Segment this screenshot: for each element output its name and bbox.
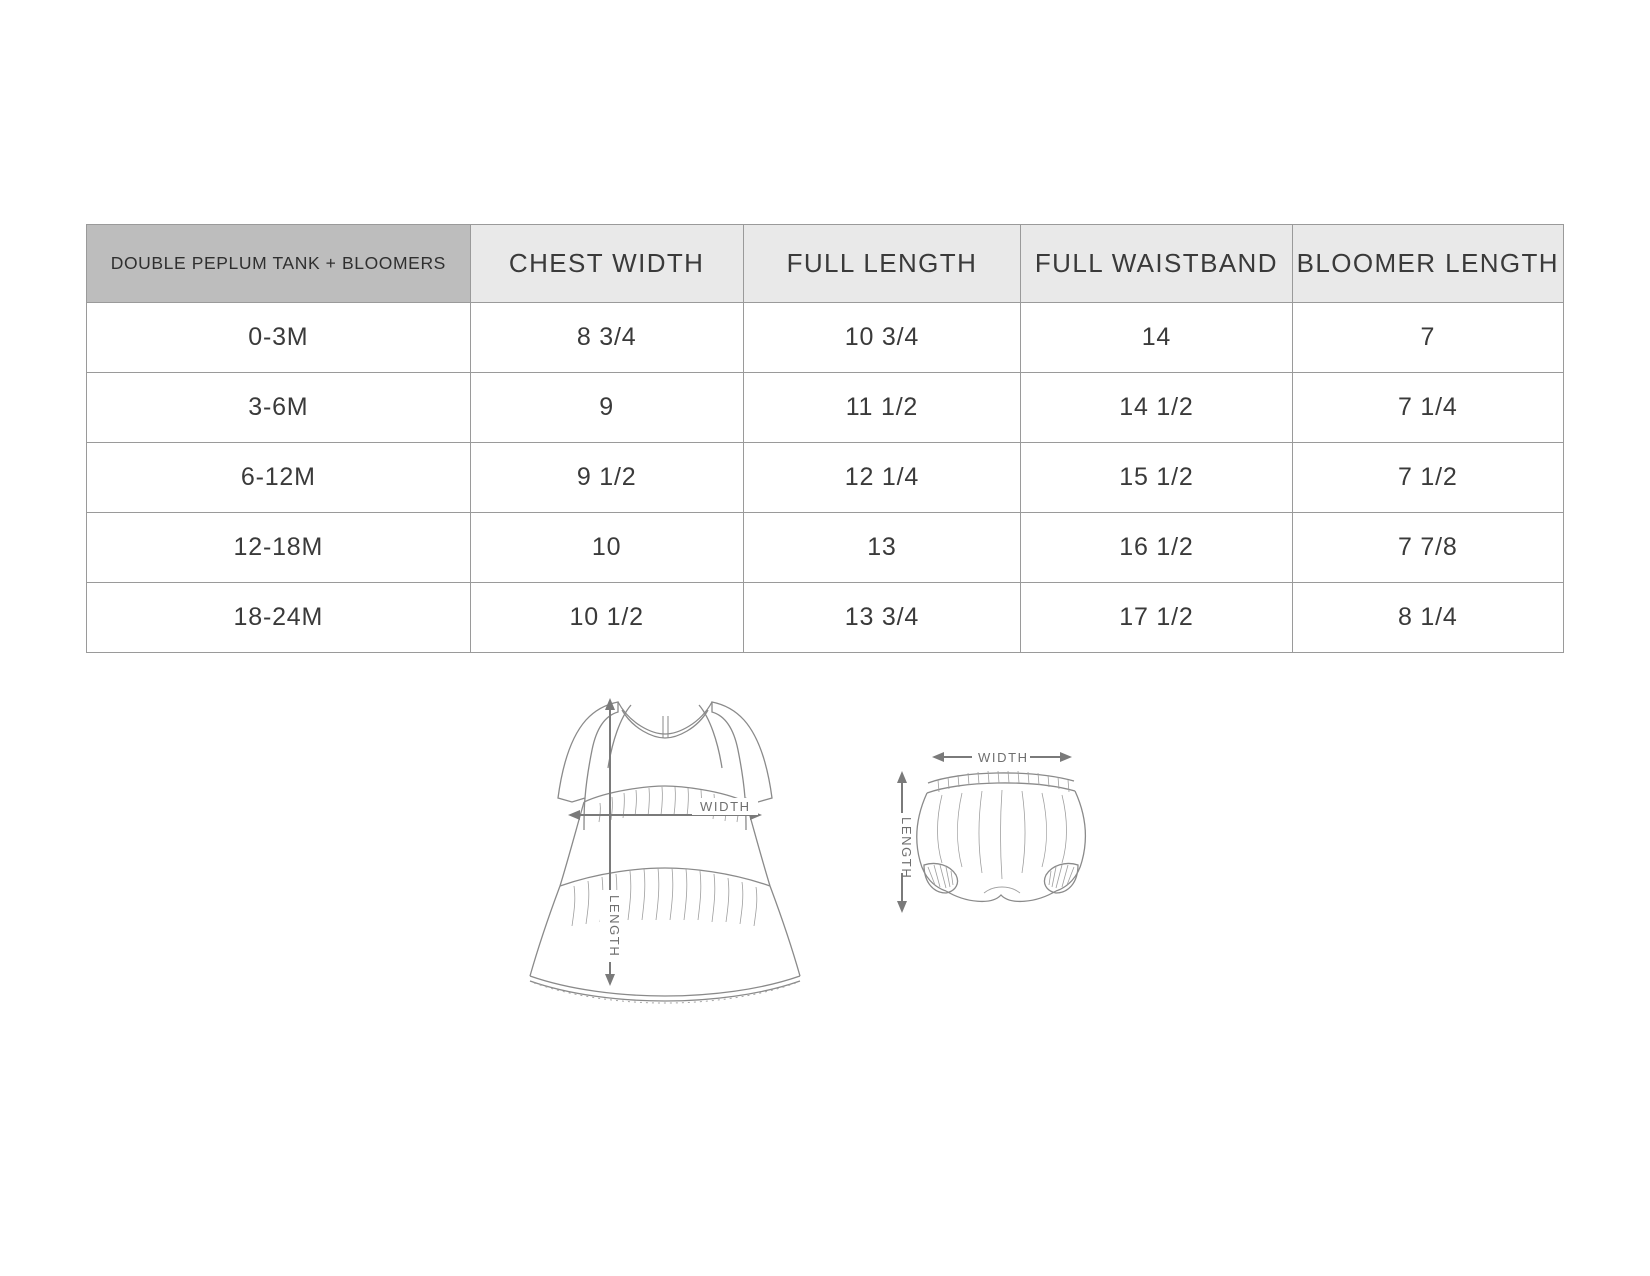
cell-full-waistband: 15 1/2 bbox=[1021, 443, 1292, 513]
tank-illustration bbox=[500, 690, 830, 1030]
cell-chest-width: 10 1/2 bbox=[470, 583, 743, 653]
cell-full-waistband: 14 1/2 bbox=[1021, 373, 1292, 443]
size-chart-table-container bbox=[86, 224, 1564, 653]
cell-full-length: 13 3/4 bbox=[743, 583, 1021, 653]
tank-width-label: WIDTH bbox=[700, 799, 751, 814]
table-row bbox=[87, 443, 1564, 513]
cell-full-waistband: 16 1/2 bbox=[1021, 513, 1292, 583]
cell-full-waistband: 14 bbox=[1021, 303, 1292, 373]
cell-full-length: 11 1/2 bbox=[743, 373, 1021, 443]
bloomer-width-label: WIDTH bbox=[978, 750, 1029, 765]
table-body bbox=[87, 303, 1564, 653]
table-header-row bbox=[87, 225, 1564, 303]
cell-chest-width: 9 bbox=[470, 373, 743, 443]
table-row bbox=[87, 373, 1564, 443]
size-label: 6-12M bbox=[87, 443, 471, 513]
cell-chest-width: 8 3/4 bbox=[470, 303, 743, 373]
cell-chest-width: 9 1/2 bbox=[470, 443, 743, 513]
table-header bbox=[87, 225, 1564, 303]
table-row bbox=[87, 303, 1564, 373]
cell-full-length: 10 3/4 bbox=[743, 303, 1021, 373]
size-label: 3-6M bbox=[87, 373, 471, 443]
cell-bloomer-length: 7 1/2 bbox=[1292, 443, 1563, 513]
size-chart-table bbox=[86, 224, 1564, 653]
column-header-bloomer-length: BLOOMER LENGTH bbox=[1292, 225, 1563, 303]
cell-full-length: 13 bbox=[743, 513, 1021, 583]
table-corner-header: DOUBLE PEPLUM TANK + BLOOMERS bbox=[87, 225, 471, 303]
size-label: 0-3M bbox=[87, 303, 471, 373]
table-row bbox=[87, 513, 1564, 583]
size-label: 12-18M bbox=[87, 513, 471, 583]
cell-full-length: 12 1/4 bbox=[743, 443, 1021, 513]
column-header-full-length: FULL LENGTH bbox=[743, 225, 1021, 303]
column-header-full-waistband: FULL WAISTBAND bbox=[1021, 225, 1292, 303]
cell-full-waistband: 17 1/2 bbox=[1021, 583, 1292, 653]
bloomer-length-label: LENGTH bbox=[899, 817, 914, 880]
cell-bloomer-length: 7 7/8 bbox=[1292, 513, 1563, 583]
table-row bbox=[87, 583, 1564, 653]
cell-bloomer-length: 8 1/4 bbox=[1292, 583, 1563, 653]
cell-bloomer-length: 7 bbox=[1292, 303, 1563, 373]
garment-illustrations bbox=[0, 690, 1650, 1070]
cell-chest-width: 10 bbox=[470, 513, 743, 583]
tank-length-label: LENGTH bbox=[607, 895, 622, 958]
bloomer-illustration bbox=[880, 735, 1140, 955]
column-header-chest-width: CHEST WIDTH bbox=[470, 225, 743, 303]
cell-bloomer-length: 7 1/4 bbox=[1292, 373, 1563, 443]
size-label: 18-24M bbox=[87, 583, 471, 653]
